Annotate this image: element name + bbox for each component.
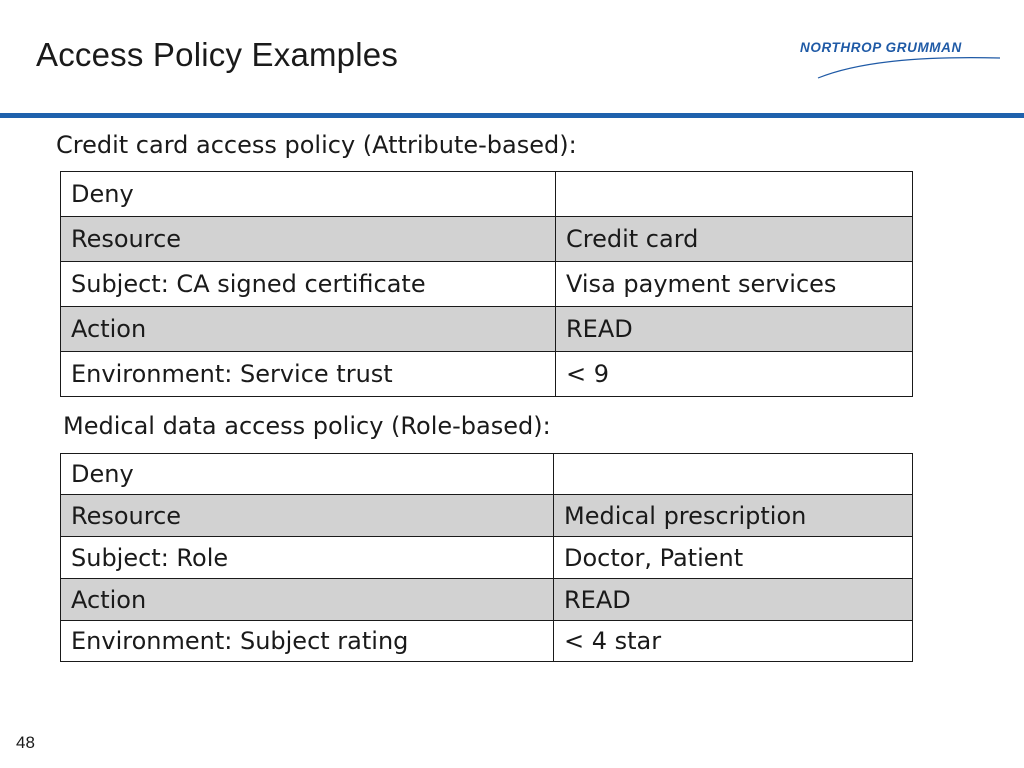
medical-data-policy-table	[60, 453, 913, 662]
row-label: Deny	[61, 172, 556, 217]
row-value: Doctor, Patient	[554, 537, 913, 579]
table-row	[61, 495, 913, 537]
row-value: < 9	[556, 352, 913, 397]
row-label: Subject: Role	[61, 537, 554, 579]
row-label: Environment: Subject rating	[61, 621, 554, 662]
credit-card-policy-table	[60, 171, 913, 397]
row-value	[556, 172, 913, 217]
row-value: < 4 star	[554, 621, 913, 662]
row-value: READ	[554, 579, 913, 621]
slide-title: Access Policy Examples	[36, 36, 399, 73]
row-value: Medical prescription	[554, 495, 913, 537]
table-row	[61, 262, 913, 307]
logo-text: NORTHROP GRUMMAN	[800, 40, 962, 55]
medical-data-policy-caption: Medical data access policy (Role-based):	[63, 412, 551, 440]
row-label: Action	[61, 307, 556, 352]
table-row	[61, 579, 913, 621]
northrop-grumman-logo	[798, 36, 1002, 80]
table-row	[61, 454, 913, 495]
row-label: Action	[61, 579, 554, 621]
row-value	[554, 454, 913, 495]
row-label: Deny	[61, 454, 554, 495]
table-row	[61, 172, 913, 217]
row-label: Environment: Service trust	[61, 352, 556, 397]
row-label: Subject: CA signed certificate	[61, 262, 556, 307]
table-row	[61, 352, 913, 397]
table-row	[61, 217, 913, 262]
row-label: Resource	[61, 495, 554, 537]
row-label: Resource	[61, 217, 556, 262]
table-row	[61, 537, 913, 579]
row-value: Credit card	[556, 217, 913, 262]
table-row	[61, 307, 913, 352]
row-value: READ	[556, 307, 913, 352]
table-row	[61, 621, 913, 662]
credit-card-policy-caption: Credit card access policy (Attribute-based):	[56, 131, 577, 159]
page-number: 48	[16, 733, 35, 752]
header-rule	[0, 113, 1024, 118]
row-value: Visa payment services	[556, 262, 913, 307]
